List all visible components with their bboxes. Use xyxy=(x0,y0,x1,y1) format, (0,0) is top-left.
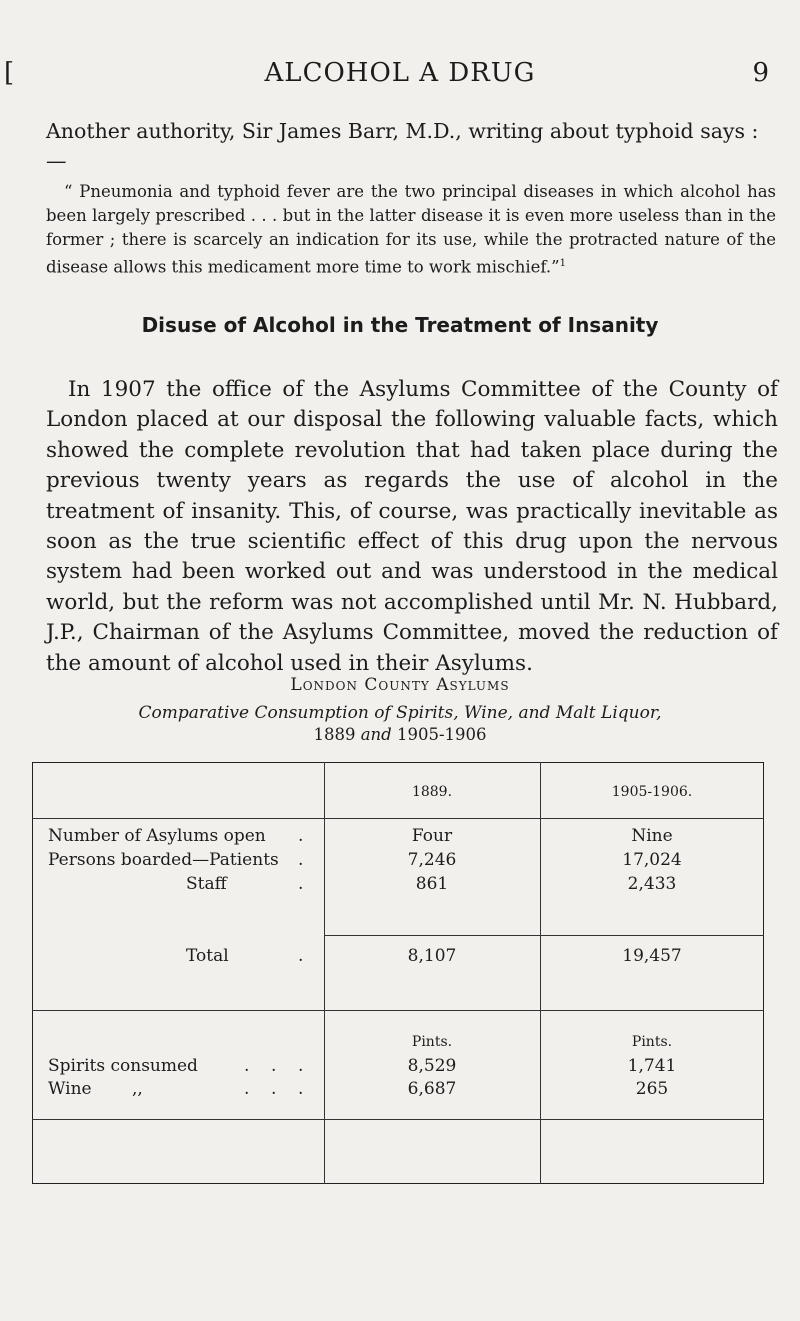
section-heading: Disuse of Alcohol in the Treatment of Insanity xyxy=(141,313,659,337)
total-rule xyxy=(324,935,764,936)
years-and: and xyxy=(360,725,392,744)
table-subtitle: Comparative Consumption of Spirits, Wine, and Malt Liquor, xyxy=(138,703,662,723)
staff-1905: 2,433 xyxy=(627,874,677,894)
unit-pints-1905: Pints. xyxy=(631,1034,673,1050)
intro-line: Another authority, Sir James Barr, M.D., writing about typhoid says :— xyxy=(46,119,759,173)
total-1905: 19,457 xyxy=(622,946,682,966)
total-1889: 8,107 xyxy=(407,946,457,966)
spirits-1905: 1,741 xyxy=(627,1056,677,1076)
row-label-spirits: Spirits consumed xyxy=(48,1056,198,1076)
header-title: ALCOHOL A DRUG xyxy=(264,58,536,88)
row-label-wine: Wine xyxy=(48,1079,92,1099)
ditto-mark: ,, xyxy=(132,1079,143,1099)
quote-text: “ Pneumonia and typhoid fever are the two principal diseases in which alcohol has been largely prescribed . . . but in the latter disease it is even more useless than in the former ; there is scarcely an indication for its use, while the protracted nature of the disease allows this medicament more time to work mischief.” xyxy=(46,182,776,277)
header-rule xyxy=(32,818,764,819)
patients-1889: 7,246 xyxy=(407,850,457,870)
leader-dot: . xyxy=(271,1056,277,1076)
quote-footnote-ref: 1 xyxy=(559,258,566,269)
row-label-asylums-open: Number of Asylums open xyxy=(48,826,266,846)
leader-dot: . xyxy=(298,874,304,894)
leader-dot: . xyxy=(244,1079,250,1099)
table-years-line xyxy=(0,725,800,744)
row-label-patients: Persons boarded—Patients xyxy=(48,850,279,870)
table-title: London County Asylums xyxy=(290,675,510,695)
asylums-1889: Four xyxy=(411,826,453,846)
page-number: 9 xyxy=(752,58,770,88)
wine-1905: 265 xyxy=(635,1079,669,1099)
spirits-1889: 8,529 xyxy=(407,1056,457,1076)
leader-dot: . xyxy=(298,1079,304,1099)
running-header xyxy=(0,58,800,92)
asylums-1905: Nine xyxy=(631,826,673,846)
leader-dot: . xyxy=(298,1056,304,1076)
barr-quote xyxy=(46,180,776,280)
leader-dot: . xyxy=(298,826,304,846)
leader-dot: . xyxy=(298,946,304,966)
header-bracket: [ xyxy=(4,58,16,88)
years-c: 1905-1906 xyxy=(396,725,487,744)
body-paragraph: In 1907 the office of the Asylums Committee of the County of London placed at our disposal the following valuable facts, which showed the complete revolution that had taken place during the previous twenty years as regards the use of alcohol in the treatment of insanity. This, of course, was practically inevitable as soon as the true scientific effect of this drug upon the nervous system had been worked out and was understood in the medical world, but the reform was not accomplished until Mr. N. Hubbard, J.P., Chairman of the Asylums Committee, moved the reduction of the amount of alcohol used in their Asylums. xyxy=(46,377,778,676)
leader-dot: . xyxy=(271,1079,277,1099)
patients-1905: 17,024 xyxy=(622,850,682,870)
leader-dot: . xyxy=(244,1056,250,1076)
col-header-1905: 1905-1906. xyxy=(611,784,693,800)
unit-pints-1889: Pints. xyxy=(411,1034,453,1050)
section-rule-1 xyxy=(32,1010,764,1011)
section-rule-2 xyxy=(32,1119,764,1120)
wine-1889: 6,687 xyxy=(407,1079,457,1099)
row-label-staff: Staff xyxy=(186,874,227,894)
col-header-1889: 1889. xyxy=(411,784,453,800)
years-a: 1889 xyxy=(313,725,356,744)
staff-1889: 861 xyxy=(415,874,449,894)
row-label-total: Total xyxy=(186,946,229,966)
leader-dot: . xyxy=(298,850,304,870)
